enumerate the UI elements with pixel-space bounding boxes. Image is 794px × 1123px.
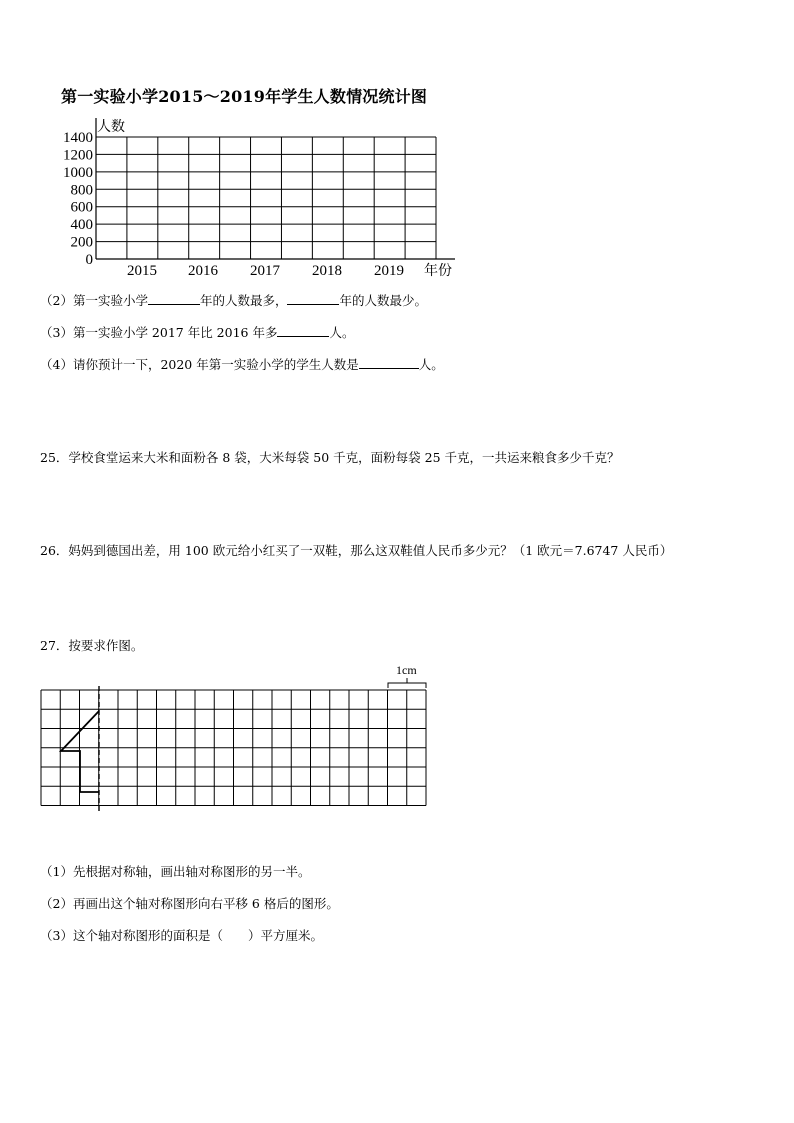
question-27-part-3: （3）这个轴对称图形的面积是（ ）平方厘米。: [40, 928, 323, 943]
question-26: 26．妈妈到德国出差，用 100 欧元给小红买了一双鞋，那么这双鞋值人民币多少元？（1 欧元＝7.6747 人民币）: [40, 543, 673, 558]
question-3-suffix: 人。: [329, 325, 355, 340]
question-4-prefix: （4）请你预计一下，2020 年第一实验小学的学生人数是: [40, 357, 359, 372]
chart-title: 第一实验小学2015～2019年学生人数情况统计图: [61, 87, 428, 106]
y-tick-label: 1200: [63, 147, 93, 164]
x-axis-tick-labels: [127, 263, 404, 279]
question-25: 25．学校食堂运来大米和面粉各 8 袋，大米每袋 50 千克，面粉每袋 25 千克，一共运来粮食多少千克？: [40, 450, 620, 465]
y-tick-label: 1000: [63, 164, 93, 181]
x-tick-label: 2018: [312, 263, 342, 279]
y-tick-label: 0: [85, 252, 93, 268]
x-tick-label: 2017: [250, 263, 280, 279]
question-3: [40, 323, 355, 341]
answer-blank-least[interactable]: [287, 292, 339, 305]
question-4-suffix: 人。: [418, 357, 444, 372]
question-2-prefix: （2）第一实验小学: [40, 293, 148, 308]
question-2-mid: 年的人数最多，: [199, 293, 288, 308]
drawing-grid-figure: [0, 650, 794, 820]
x-axis-unit-label: 年份: [424, 264, 452, 279]
answer-blank-forecast[interactable]: [359, 356, 419, 369]
question-3-prefix: （3）第一实验小学 2017 年比 2016 年多: [40, 325, 278, 340]
answer-blank-most[interactable]: [148, 292, 200, 305]
square-grid: [41, 690, 426, 806]
x-tick-label: 2016: [188, 263, 218, 279]
chart-grid-lines: [96, 118, 455, 259]
y-tick-label: 800: [70, 182, 93, 199]
question-27-part-1: （1）先根据对称轴，画出轴对称图形的另一半。: [40, 864, 311, 879]
question-27: 27．按要求作图。: [40, 638, 144, 653]
y-tick-label: 600: [70, 199, 93, 216]
y-axis-unit-label: 人数: [97, 120, 125, 135]
question-2: [40, 291, 427, 309]
scale-bracket: [388, 683, 426, 688]
scale-label: 1cm: [396, 663, 417, 677]
question-4: [40, 355, 444, 373]
answer-blank-difference[interactable]: [277, 324, 329, 337]
x-tick-label: 2019: [374, 263, 404, 279]
y-axis-tick-labels: [63, 130, 93, 268]
question-2-suffix: 年的人数最少。: [339, 293, 427, 308]
statistics-chart: [0, 0, 794, 300]
y-tick-label: 200: [70, 234, 93, 251]
question-27-part-2: （2）再画出这个轴对称图形向右平移 6 格后的图形。: [40, 896, 339, 911]
x-tick-label: 2015: [127, 263, 157, 279]
y-tick-label: 400: [70, 217, 93, 234]
y-tick-label: 1400: [63, 130, 93, 146]
